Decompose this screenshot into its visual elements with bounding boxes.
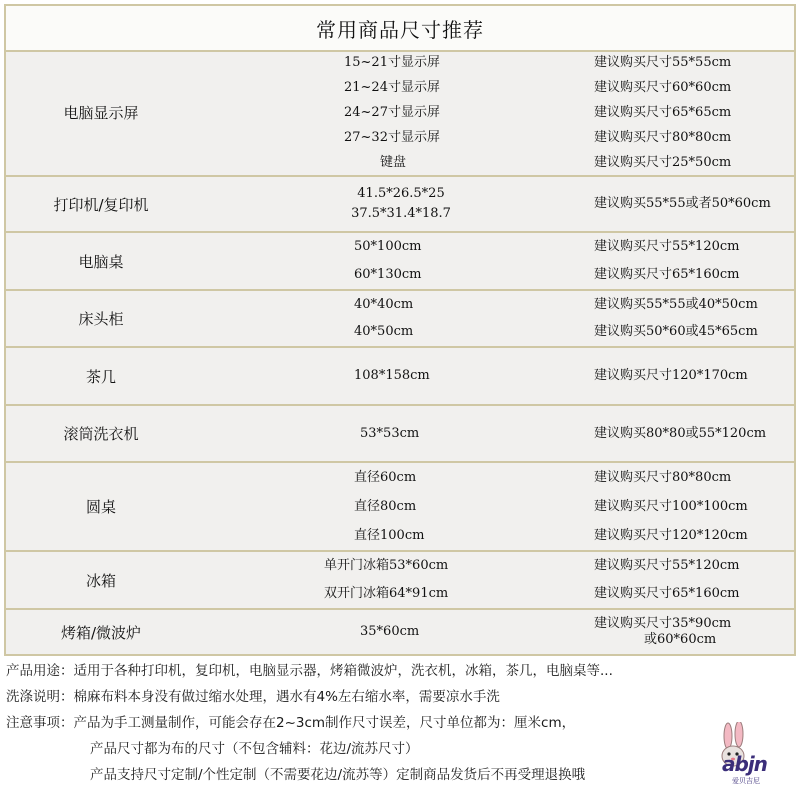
brand-logo bbox=[708, 722, 782, 792]
size-cell bbox=[354, 291, 624, 346]
recommend-line: 建议购买尺寸65*160cm bbox=[594, 267, 740, 282]
size-line: 37.5*31.4*18.7 bbox=[351, 206, 451, 221]
product-name: 烤箱/微波炉 bbox=[60, 623, 142, 642]
recommend-line: 建议购买尺寸25*50cm bbox=[594, 154, 732, 170]
product-name: 电脑桌 bbox=[78, 252, 124, 271]
size-cell bbox=[360, 406, 630, 461]
note-caution-size: 产品尺寸都为布的尺寸（不包含辅料：花边/流苏尺寸） bbox=[90, 741, 419, 757]
product-name: 冰箱 bbox=[85, 571, 116, 590]
table-row bbox=[6, 406, 794, 463]
size-line: 50*100cm bbox=[354, 239, 422, 254]
size-line: 直径80cm bbox=[354, 498, 417, 514]
recommend-line: 建议购买尺寸60*60cm bbox=[594, 79, 732, 95]
size-line: 单开门冰箱53*60cm bbox=[324, 558, 449, 573]
size-line: 双开门冰箱64*91cm bbox=[324, 586, 449, 601]
recommend-line: 建议购买尺寸55*120cm bbox=[594, 558, 740, 573]
size-cell bbox=[354, 233, 624, 289]
recommend-line: 建议购买尺寸65*65cm bbox=[594, 104, 732, 120]
table-title: 常用商品尺寸推荐 bbox=[6, 6, 794, 52]
table-row bbox=[6, 177, 794, 233]
size-cell bbox=[354, 463, 624, 550]
recommend-line: 建议购买80*80或55*120cm bbox=[594, 425, 767, 441]
table-row bbox=[6, 463, 794, 552]
recommend-line: 建议购买55*55或40*50cm bbox=[594, 296, 758, 312]
recommend-cell bbox=[594, 233, 794, 289]
recommend-line: 建议购买50*60或45*65cm bbox=[594, 324, 758, 340]
size-line: 41.5*26.5*25 bbox=[357, 186, 445, 201]
recommend-line: 建议购买尺寸80*80cm bbox=[594, 469, 732, 485]
recommend-line: 建议购买尺寸55*55cm bbox=[594, 54, 732, 70]
table-row bbox=[6, 610, 794, 654]
recommend-cell bbox=[594, 348, 794, 404]
table-row bbox=[6, 50, 794, 177]
size-cell bbox=[360, 610, 630, 654]
recommend-line: 建议购买55*55或者50*60cm bbox=[594, 196, 771, 211]
recommend-cell bbox=[594, 610, 794, 654]
recommend-line: 建议购买尺寸55*120cm bbox=[594, 239, 740, 254]
recommend-line: 建议购买尺寸35*90cm bbox=[594, 616, 732, 631]
logo-subtext: 爱贝吉尼 bbox=[732, 777, 760, 785]
size-cell bbox=[324, 552, 594, 608]
size-table bbox=[4, 4, 796, 656]
size-line: 15~21寸显示屏 bbox=[344, 54, 440, 70]
note-washing: 洗涤说明：棉麻布料本身没有做过缩水处理，遇水有4%左右缩水率，需要凉水手洗 bbox=[6, 689, 500, 705]
size-line: 60*130cm bbox=[354, 267, 422, 282]
product-name: 床头柜 bbox=[78, 310, 124, 328]
recommend-cell bbox=[594, 406, 794, 461]
product-name: 电脑显示屏 bbox=[63, 104, 139, 122]
size-line: 直径100cm bbox=[354, 527, 425, 543]
recommend-cell bbox=[594, 291, 794, 346]
size-cell bbox=[266, 177, 536, 231]
size-cell bbox=[354, 348, 624, 404]
size-line: 40*40cm bbox=[354, 296, 414, 312]
note-caution: 注意事项：产品为手工测量制作，可能会存在2~3cm制作尺寸误差，尺寸单位都为：厘米cm， bbox=[6, 715, 576, 731]
size-line: 35*60cm bbox=[360, 624, 420, 639]
recommend-line: 或60*60cm bbox=[644, 632, 717, 647]
size-line: 24~27寸显示屏 bbox=[344, 104, 440, 120]
note-caution-custom: 产品支持尺寸定制/个性定制（不需要花边/流苏等）定制商品发货后不再受理退换哦 bbox=[90, 767, 586, 783]
notes-section bbox=[6, 658, 696, 788]
size-line: 27~32寸显示屏 bbox=[344, 129, 440, 145]
logo-text: abjn bbox=[722, 752, 767, 776]
recommend-line: 建议购买尺寸65*160cm bbox=[594, 586, 740, 601]
note-usage: 产品用途：适用于各种打印机，复印机，电脑显示器，烤箱微波炉，洗衣机，冰箱，茶几，电脑桌等... bbox=[6, 663, 613, 679]
recommend-cell bbox=[594, 177, 794, 231]
recommend-cell bbox=[594, 50, 794, 175]
recommend-line: 建议购买尺寸120*120cm bbox=[594, 527, 748, 543]
recommend-line: 建议购买尺寸120*170cm bbox=[594, 368, 748, 383]
recommend-line: 建议购买尺寸80*80cm bbox=[594, 129, 732, 145]
size-line: 21~24寸显示屏 bbox=[344, 79, 440, 95]
size-line: 53*53cm bbox=[360, 425, 420, 441]
size-line: 直径60cm bbox=[354, 469, 417, 485]
size-line: 40*50cm bbox=[354, 324, 414, 340]
table-row bbox=[6, 233, 794, 291]
product-name: 圆桌 bbox=[85, 498, 116, 516]
size-line: 108*158cm bbox=[354, 368, 430, 383]
product-name: 滚筒洗衣机 bbox=[63, 425, 139, 443]
recommend-cell bbox=[594, 552, 794, 608]
table-row bbox=[6, 348, 794, 406]
recommend-line: 建议购买尺寸100*100cm bbox=[594, 498, 748, 514]
table-row bbox=[6, 291, 794, 348]
product-name: 打印机/复印机 bbox=[53, 195, 149, 214]
size-line: 键盘 bbox=[380, 154, 407, 170]
recommend-cell bbox=[594, 463, 794, 550]
product-name: 茶几 bbox=[85, 367, 116, 386]
table-row bbox=[6, 552, 794, 610]
size-cell bbox=[344, 50, 614, 175]
